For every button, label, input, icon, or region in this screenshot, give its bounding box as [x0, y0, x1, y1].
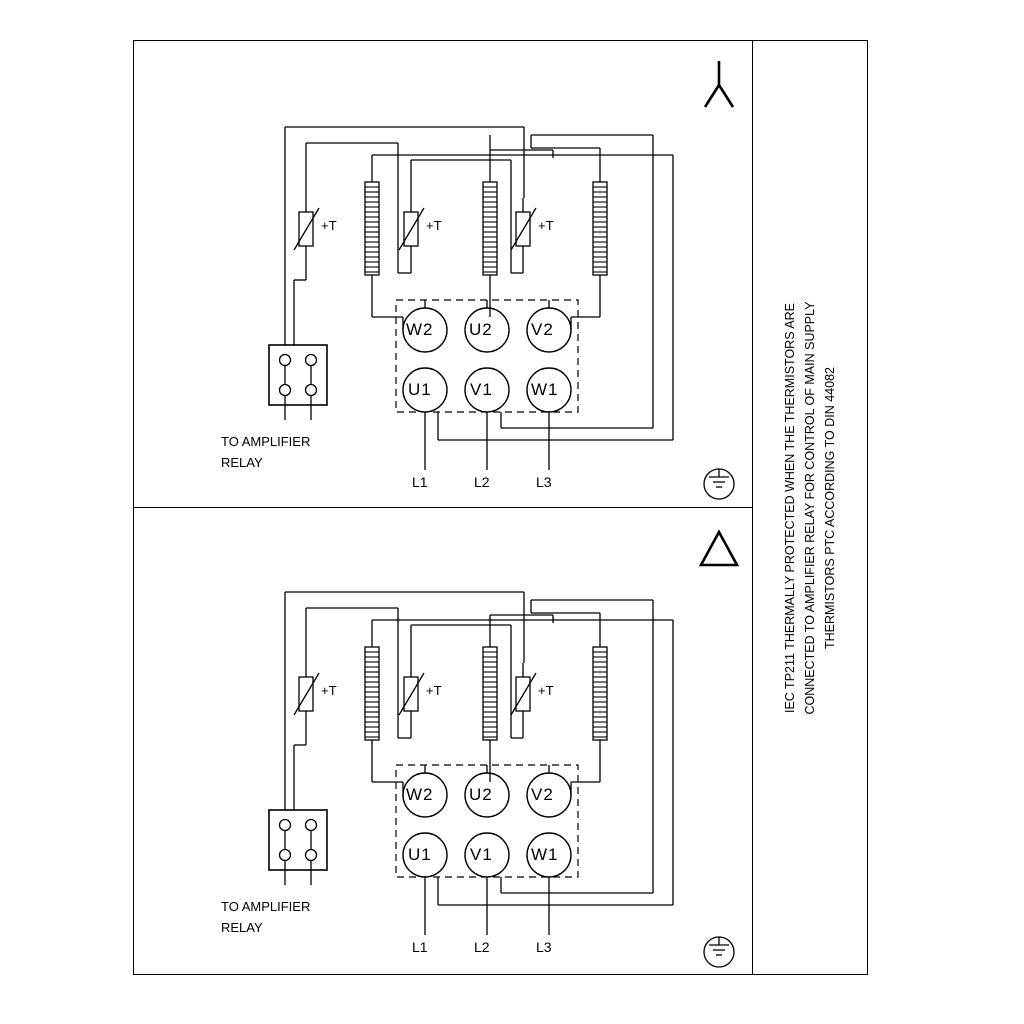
amplifier-terminal-block — [269, 810, 327, 885]
thermistor-label-1: +T — [321, 683, 337, 698]
terminal-label-v1: V1 — [470, 380, 493, 399]
amplifier-relay-label-line1: TO AMPLIFIER — [221, 899, 311, 914]
thermistor-2 — [399, 663, 424, 730]
phase-label-l3: L3 — [536, 939, 552, 955]
phase-label-l1: L1 — [412, 939, 428, 955]
earth-ground-icon — [704, 937, 734, 967]
thermistor-2 — [399, 198, 424, 265]
terminal-label-w2: W2 — [406, 320, 434, 339]
terminal-label-v2: V2 — [531, 320, 554, 339]
thermistor-3 — [511, 663, 536, 730]
phase-label-l2: L2 — [474, 474, 490, 490]
terminal-label-u2: U2 — [469, 785, 493, 804]
panel-star-connection — [133, 40, 752, 507]
thermistor-label-3: +T — [538, 683, 554, 698]
thermistor-1 — [294, 663, 319, 730]
terminal-label-v2: V2 — [531, 785, 554, 804]
thermistor-3 — [511, 198, 536, 265]
terminal-label-w2: W2 — [406, 785, 434, 804]
phase-label-l1: L1 — [412, 474, 428, 490]
coil-w — [365, 168, 379, 317]
amplifier-terminal-block — [269, 345, 327, 420]
side-note-line-3: THERMISTORS PTC ACCORDING TO DIN 44082 — [823, 366, 837, 649]
coil-w — [365, 633, 379, 782]
delta-icon — [701, 532, 737, 565]
thermistor-label-2: +T — [426, 218, 442, 233]
terminal-label-u1: U1 — [408, 845, 432, 864]
side-note-line-2: CONNECTED TO AMPLIFIER RELAY FOR CONTROL OF MAIN SUPPLY — [803, 300, 817, 715]
terminal-label-u1: U1 — [408, 380, 432, 399]
wye-icon — [705, 61, 733, 107]
amplifier-relay-label-line1: TO AMPLIFIER — [221, 434, 311, 449]
thermistor-label-3: +T — [538, 218, 554, 233]
thermistor-label-2: +T — [426, 683, 442, 698]
coil-v — [593, 642, 607, 782]
panel-delta-connection — [133, 507, 752, 975]
coil-v — [593, 177, 607, 317]
thermistor-1 — [294, 198, 319, 265]
terminal-label-w1: W1 — [531, 380, 559, 399]
phase-label-l3: L3 — [536, 474, 552, 490]
amplifier-relay-label-line2: RELAY — [221, 920, 263, 935]
earth-ground-icon — [704, 469, 734, 499]
thermistor-label-1: +T — [321, 218, 337, 233]
side-note-block — [752, 40, 868, 975]
terminal-label-w1: W1 — [531, 845, 559, 864]
side-note-line-1: IEC TP211 THERMALLY PROTECTED WHEN THE THERMISTORS ARE — [783, 302, 797, 713]
phase-label-l2: L2 — [474, 939, 490, 955]
amplifier-relay-label-line2: RELAY — [221, 455, 263, 470]
terminal-label-u2: U2 — [469, 320, 493, 339]
coil-u — [483, 615, 497, 782]
coil-u — [483, 150, 497, 317]
terminal-label-v1: V1 — [470, 845, 493, 864]
